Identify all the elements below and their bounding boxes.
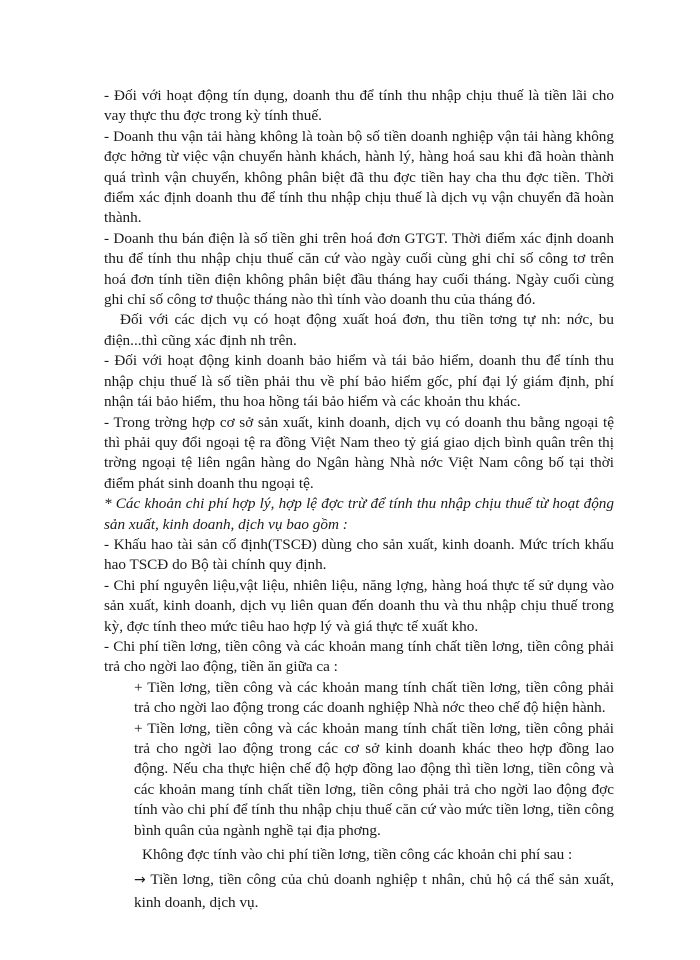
owner-wage-text: Tiền lơng, tiền công của chủ doanh nghiệp t nhân, chủ hộ cá thể sản xuất, kinh doanh, dịch vụ. xyxy=(134,871,614,911)
paragraph-air-transport-revenue: - Doanh thu vận tải hàng không là toàn bộ số tiền doanh nghiệp vận tải hàng không đợc hởng từ việc vận chuyển hành khách, hành lý, hàng hoá sau khi đã hoàn thành quá trình vận chuyển, không phân biệt đã thu đợc tiền hay cha thu đợc tiền. Thời điểm xác định doanh thu để tính thu nhập chịu thuế là dịch vụ vận chuyển đã hoàn thành. xyxy=(104,127,614,227)
paragraph-wage-state-enterprise: + Tiền lơng, tiền công và các khoản mang tính chất tiền lơng, tiền công phải trả cho ngời lao động trong các doanh nghiệp Nhà nớc theo chế độ hiện hành. xyxy=(134,678,614,717)
paragraph-materials-cost: - Chi phí nguyên liệu,vật liệu, nhiên liệu, năng lợng, hàng hoá thực tế sử dụng vào sản xuất, kinh doanh, dịch vụ liên quan đến doanh thu và thu nhập chịu thuế trong kỳ, đợc tính theo mức tiêu hao hợp lý và giá thực tế xuất kho. xyxy=(104,576,614,635)
paragraph-invoiced-services: Đối với các dịch vụ có hoạt động xuất hoá đơn, thu tiền tơng tự nh: nớc, bu điện...thì cũng xác định nh trên. xyxy=(104,311,614,349)
paragraph-depreciation: - Khấu hao tài sản cố định(TSCĐ) dùng cho sản xuất, kinh doanh. Mức trích khấu hao TSCĐ do Bộ tài chính quy định. xyxy=(104,535,614,574)
paragraph-owner-wage xyxy=(104,869,614,913)
paragraph-electricity-revenue: - Doanh thu bán điện là số tiền ghi trên hoá đơn GTGT. Thời điểm xác định doanh thu để tính thu nhập chịu thuế căn cứ vào ngày cuối cùng ghi chỉ số công tơ trên hoá đơn tính tiền điện không phân biệt đầu tháng hay cuối tháng. Ngày cuối cùng ghi chỉ số công tơ thuộc tháng nào thì tính vào doanh thu của tháng đó. xyxy=(104,229,614,309)
paragraph-foreign-currency-revenue: - Trong trờng hợp cơ sở sản xuất, kinh doanh, dịch vụ có doanh thu bằng ngoại tệ thì phải quy đổi ngoại tệ ra đồng Việt Nam theo tỷ giá giao dịch bình quân trên thị trờng ngoại tệ liên ngân hàng do Ngân hàng Nhà nớc Việt Nam công bố tại thời điểm phát sinh doanh thu ngoại tệ. xyxy=(104,413,614,492)
paragraph-insurance-revenue: - Đối với hoạt động kinh doanh bảo hiểm và tái bảo hiểm, doanh thu để tính thu nhập chịu thuế là số tiền phải thu về phí bảo hiểm gốc, phí đại lý giám định, phí nhận tái bảo hiểm, thu hoa hồng tái bảo hiểm và các khoản thu khác. xyxy=(104,352,614,411)
paragraph-credit-revenue: - Đối với hoạt động tín dụng, doanh thu để tính thu nhập chịu thuế là tiền lãi cho vay thực thu đợc trong kỳ tính thuế. xyxy=(104,87,614,125)
arrow-right-icon: → xyxy=(134,872,146,889)
paragraph-non-deductible-intro: Không đợc tính vào chi phí tiền lơng, tiền công các khoản chi phí sau : xyxy=(142,846,573,864)
heading-deductible-expenses: * Các khoản chi phí hợp lý, hợp lệ đợc trừ để tính thu nhập chịu thuế từ hoạt động sản xuất, kinh doanh, dịch vụ bao gồm : xyxy=(104,495,614,533)
paragraph-wage-other-business: + Tiền lơng, tiền công và các khoản mang tính chất tiền lơng, tiền công phải trả cho ngời lao động trong các cơ sở kinh doanh khác theo hợp đồng lao động. Nếu cha thực hiện chế độ hợp đồng lao động thì tiền lơng, tiền công và các khoản mang tính chất tiền lơng, tiền công phải trả cho ngời lao động đợc tính vào chi phí để tính thu nhập chịu thuế căn cứ vào mức tiền lơng, tiền công bình quân của ngành nghề tại địa phơng. xyxy=(134,719,614,839)
paragraph-wage-cost: - Chi phí tiền lơng, tiền công và các khoản mang tính chất tiền lơng, tiền công phải trả cho ngời lao động, tiền ăn giữa ca : xyxy=(104,637,614,676)
